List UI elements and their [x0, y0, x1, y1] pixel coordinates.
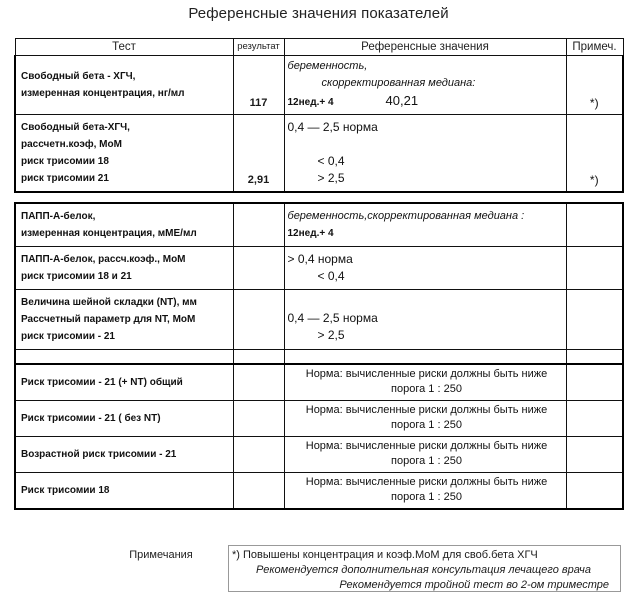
reference-spacer — [288, 136, 566, 153]
reference-line: Норма: вычисленные риски должны быть ниже — [305, 440, 548, 452]
gap-cell — [233, 192, 284, 203]
test-name-cell — [15, 473, 233, 510]
table-row — [15, 203, 623, 247]
reference-line: порога 1 : 250 — [391, 455, 462, 467]
reference-line: беременность,скорректированная медиана : — [287, 209, 525, 222]
result-value-cell — [233, 401, 284, 437]
reference-spacer — [288, 294, 566, 310]
table-row — [15, 401, 623, 437]
empty-cell — [233, 350, 284, 365]
test-line: рассчетн.коэф, МоМ — [21, 139, 122, 150]
test-name-cell — [15, 290, 233, 350]
test-line: Риск трисомии 18 — [21, 485, 110, 496]
test-name-cell — [15, 437, 233, 473]
test-name-cell — [15, 364, 233, 401]
empty-cell — [566, 350, 623, 365]
test-name-cell — [15, 115, 233, 193]
reference-line: порога 1 : 250 — [391, 491, 462, 503]
reference-value-cell — [284, 401, 566, 437]
reference-line: 0,4 — 2,5 норма — [287, 311, 378, 325]
test-line: риск трисомии 18 — [21, 156, 109, 167]
result-value-cell — [233, 473, 284, 510]
result-value-cell: 2,91 — [233, 115, 284, 193]
test-name-cell — [15, 203, 233, 247]
table-row — [15, 437, 623, 473]
reference-line: < 0,4 — [317, 268, 345, 283]
notes-box — [228, 545, 621, 592]
gap-cell — [15, 192, 233, 203]
reference-value-cell — [284, 56, 566, 115]
test-line: Свободный бета-ХГЧ, — [21, 122, 130, 133]
note-cell: *) — [566, 56, 623, 115]
section-gap — [15, 192, 623, 203]
note-cell — [566, 473, 623, 510]
notes-section — [14, 545, 622, 595]
page-title: Референсные значения показателей — [188, 5, 449, 22]
test-line: Величина шейной складки (NT), мм — [21, 297, 197, 308]
table-row — [15, 247, 623, 290]
test-name-cell — [15, 401, 233, 437]
reference-week-label: 12нед.+ 4 — [287, 97, 334, 108]
reference-values-table — [14, 38, 624, 510]
reference-line: порога 1 : 250 — [391, 419, 462, 431]
reference-value-cell — [284, 364, 566, 401]
test-line: измеренная концентрация, мМЕ/мл — [21, 228, 197, 239]
reference-line: 0,4 — 2,5 норма — [287, 119, 378, 134]
notes-line-2: Рекомендуется дополнительная консультация лечащего врача — [256, 564, 591, 576]
header-row — [15, 39, 623, 56]
test-line: Риск трисомии - 21 ( без NT) — [21, 413, 161, 424]
reference-value-cell — [284, 473, 566, 510]
table-row — [15, 115, 623, 193]
result-value-cell — [233, 290, 284, 350]
column-header-test: Тест — [15, 39, 233, 56]
note-cell — [566, 364, 623, 401]
test-line: риск трисомии 21 — [21, 173, 109, 184]
test-line: Свободный бета - ХГЧ, — [21, 71, 136, 82]
reference-line: беременность, — [287, 60, 368, 72]
table-row — [15, 290, 623, 350]
test-line: ПАПП-А-белок, — [21, 211, 96, 222]
reference-line: > 0,4 норма — [287, 251, 353, 266]
test-line: Риск трисомии - 21 (+ NT) общий — [21, 377, 183, 388]
reference-value-cell — [284, 247, 566, 290]
column-header-result: результат — [233, 39, 284, 56]
notes-line-1: *) Повышены концентрация и коэф.МоМ для своб.бета ХГЧ — [232, 549, 538, 561]
note-cell — [566, 247, 623, 290]
notes-line-3: Рекомендуется тройной тест во 2-ом триместре — [339, 579, 609, 591]
column-header-note: Примеч. — [566, 39, 623, 56]
test-line: Возрастной риск трисомии - 21 — [21, 449, 177, 460]
test-line: Рассчетный параметр для NT, МоМ — [21, 314, 196, 325]
table-header — [15, 39, 623, 56]
reference-line: Норма: вычисленные риски должны быть ниже — [305, 476, 548, 488]
reference-value-cell — [284, 437, 566, 473]
test-name-cell — [15, 247, 233, 290]
empty-table-row — [15, 350, 623, 365]
gap-cell — [284, 192, 566, 203]
note-cell — [566, 290, 623, 350]
test-line: измеренная концентрация, нг/мл — [21, 88, 185, 99]
test-line: риск трисомии - 21 — [21, 331, 115, 342]
reference-line: > 2,5 — [317, 328, 345, 342]
reference-line: < 0,4 — [317, 153, 345, 168]
test-line: риск трисомии 18 и 21 — [21, 271, 132, 282]
empty-cell — [284, 350, 566, 365]
reference-line: 12нед.+ 4 — [287, 227, 334, 239]
empty-cell — [15, 350, 233, 365]
table-body — [15, 56, 623, 510]
notes-label: Примечания — [129, 549, 193, 561]
table-row — [15, 56, 623, 115]
reference-line: > 2,5 — [317, 170, 345, 185]
note-cell — [566, 437, 623, 473]
test-name-cell — [15, 56, 233, 115]
table-row — [15, 364, 623, 401]
reference-line: Норма: вычисленные риски должны быть ниже — [305, 404, 548, 416]
note-cell — [566, 203, 623, 247]
note-cell: *) — [566, 115, 623, 193]
reference-line: Норма: вычисленные риски должны быть ниже — [305, 368, 548, 380]
column-header-reference: Референсные значения — [284, 39, 566, 56]
reference-value-cell — [284, 290, 566, 350]
result-value-cell: 117 — [233, 56, 284, 115]
result-value-cell — [233, 437, 284, 473]
reference-value-cell — [284, 203, 566, 247]
table-row — [15, 473, 623, 510]
gap-cell — [566, 192, 623, 203]
reference-value-cell — [284, 115, 566, 193]
result-value-cell — [233, 247, 284, 290]
result-value-cell — [233, 364, 284, 401]
test-line: ПАПП-А-белок, рассч.коэф., МоМ — [21, 254, 186, 265]
note-cell — [566, 401, 623, 437]
reference-line: порога 1 : 250 — [391, 383, 462, 395]
result-value-cell — [233, 203, 284, 247]
reference-line: скорректированная медиана: — [321, 77, 476, 89]
reference-median-value: 40,21 — [385, 93, 419, 108]
